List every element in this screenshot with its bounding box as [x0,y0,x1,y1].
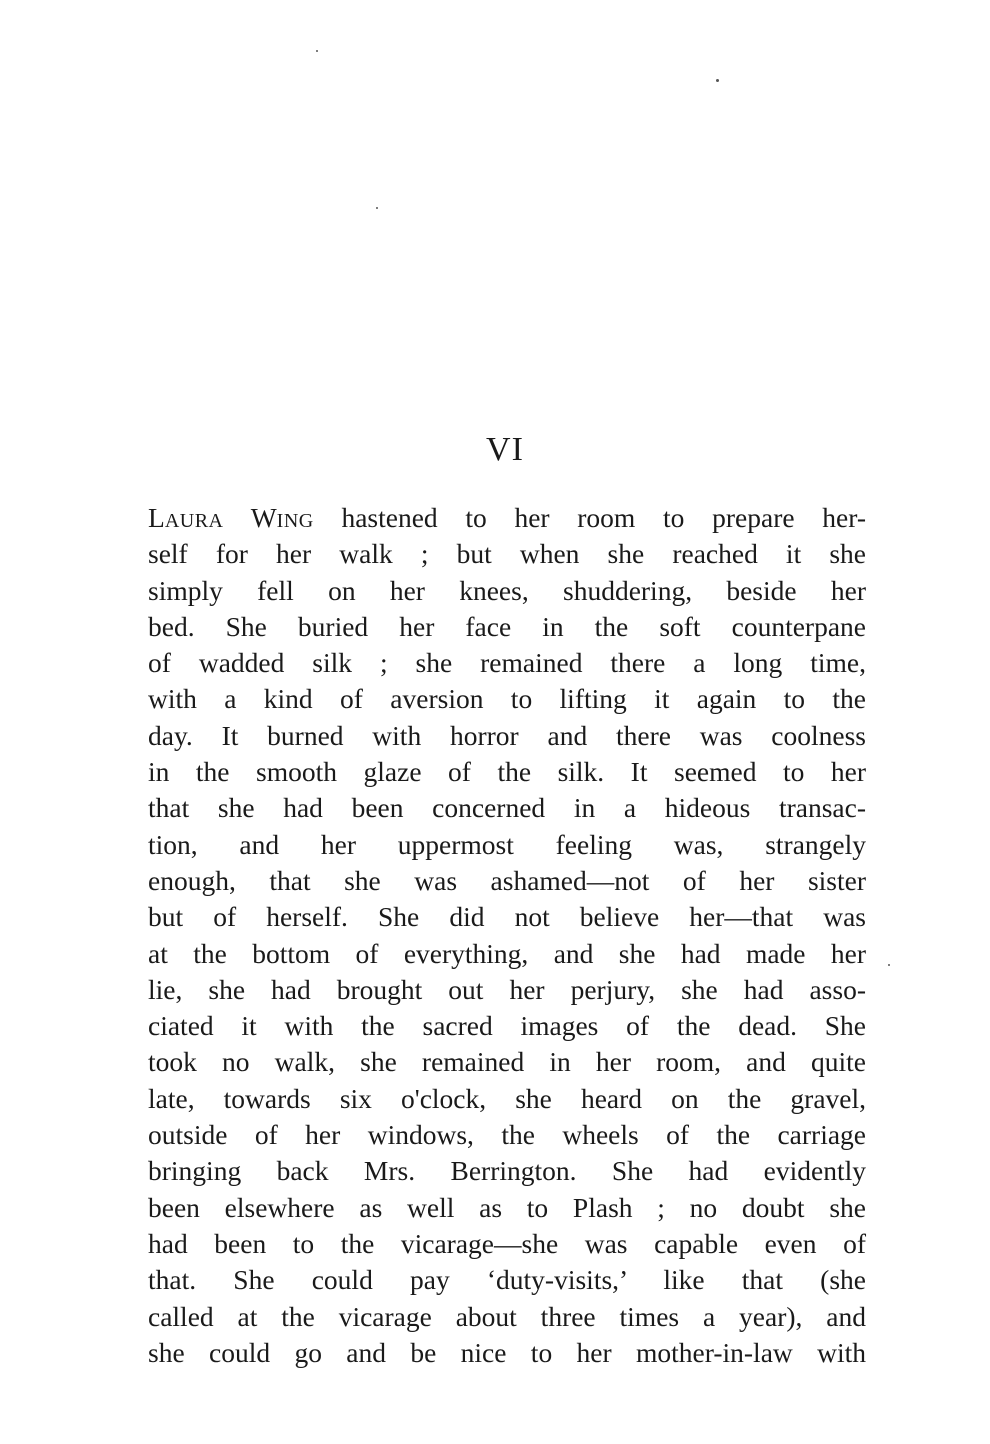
text-line: outside of her windows, the wheels of the carriage [148,1119,866,1151]
chapter-body [148,500,866,1371]
text-line: been elsewhere as well as to Plash ; no doubt she [148,1191,866,1223]
text-line: but of herself. She did not believe her—that was [148,901,866,933]
chapter-number: VI [486,431,524,468]
text-line: called at the vicarage about three times a year), and [148,1300,866,1332]
text-line: in the smooth glaze of the silk. It seemed to her [148,756,866,788]
text-line: took no walk, she remained in her room, and quite [148,1046,866,1078]
scan-speck [376,207,378,209]
text-line: bringing back Mrs. Berrington. She had evidently [148,1155,866,1187]
text-line-rest: hastened to her room to prepare her- [341,502,866,533]
text-line: that. She could pay ‘duty-visits,’ like that (she [148,1264,866,1296]
text-line: enough, that she was ashamed—not of her sister [148,864,866,896]
text-line: late, towards six o'clock, she heard on the gravel, [148,1082,866,1114]
text-line: ciated it with the sacred images of the dead. She [148,1010,866,1042]
text-line: with a kind of aversion to lifting it again to the [148,683,866,715]
text-line: at the bottom of everything, and she had made her [148,937,866,969]
text-line: she could go and be nice to her mother-in-law with [148,1336,866,1368]
text-line: that she had been concerned in a hideous transac- [148,792,866,824]
text-line [148,500,866,536]
text-line: had been to the vicarage—she was capable even of [148,1227,866,1259]
text-line: tion, and her uppermost feeling was, strangely [148,828,866,860]
scan-speck [716,79,719,82]
text-line: bed. She buried her face in the soft counterpane [148,610,866,642]
text-line: lie, she had brought out her perjury, she had asso- [148,973,866,1005]
opening-word-laura: LAURA [148,502,224,533]
text-line: of wadded silk ; she remained there a long time, [148,647,866,679]
scan-speck [316,50,318,52]
text-line: day. It burned with horror and there was coolness [148,719,866,751]
opening-word-wing: WING [250,502,314,533]
text-line: simply fell on her knees, shuddering, beside her [148,574,866,606]
text-line: self for her walk ; but when she reached it she [148,538,866,570]
scan-speck [888,964,890,966]
